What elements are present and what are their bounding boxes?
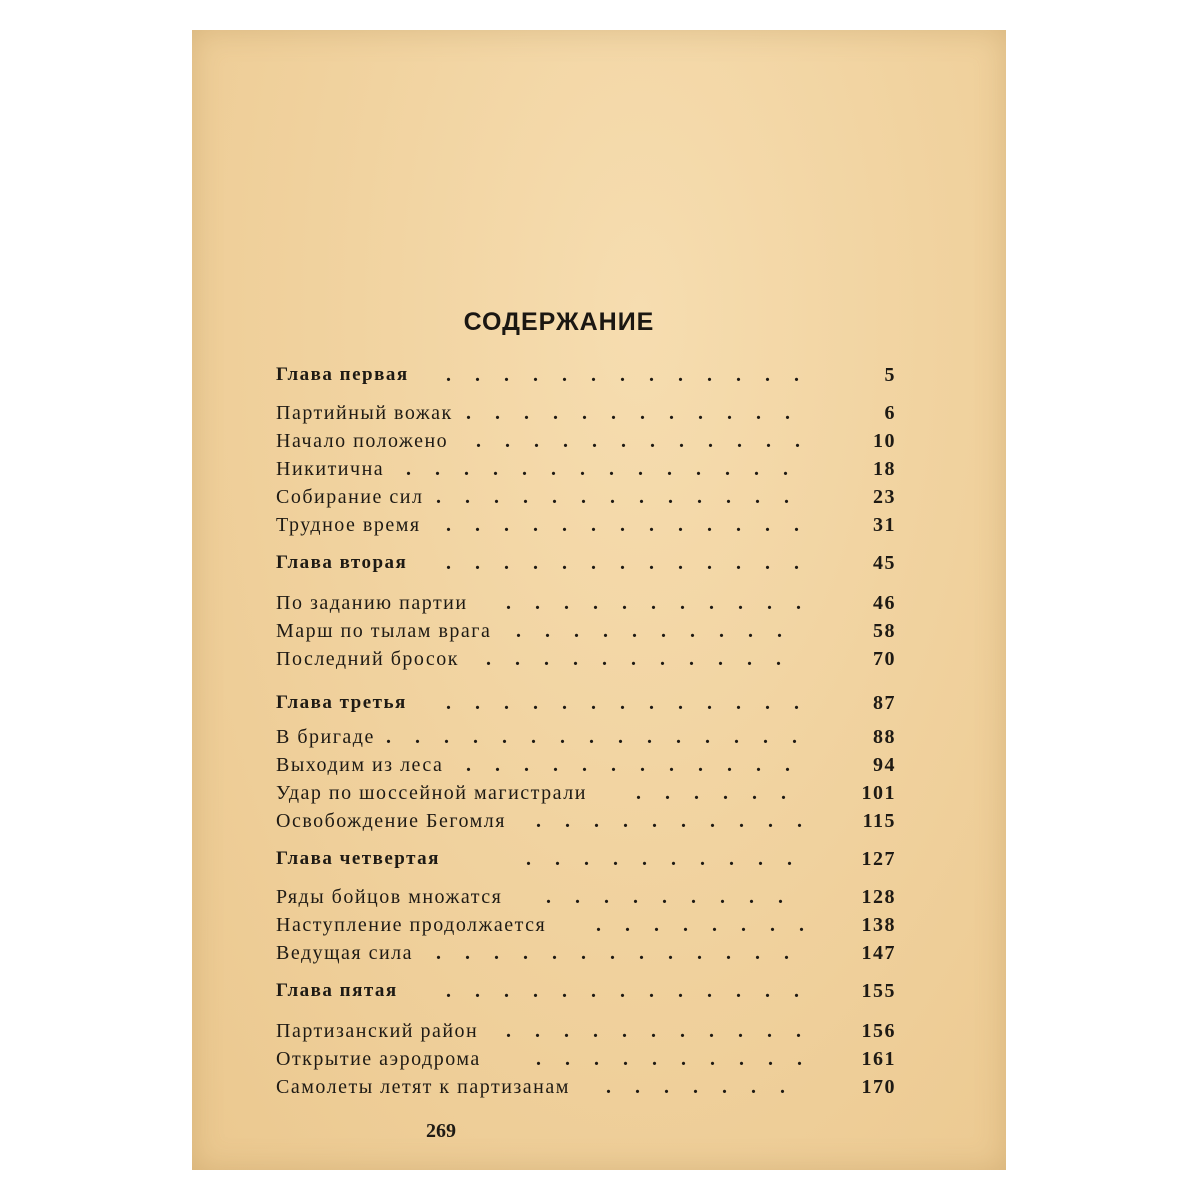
toc-row	[276, 1020, 896, 1048]
toc-row	[276, 486, 896, 514]
toc-entry-title: Ведущая сила	[276, 942, 414, 964]
dot-leader: .........	[546, 886, 807, 908]
toc-page-number: 6	[884, 402, 896, 424]
toc-entry-title: Начало положено	[276, 430, 449, 452]
dot-leader: ..............	[406, 458, 812, 480]
toc-page-number: 58	[873, 620, 896, 642]
toc-entry-title: Освобождение Бегомля	[276, 810, 506, 832]
toc-row	[276, 402, 896, 430]
toc-entry-title: Марш по тылам врага	[276, 620, 492, 642]
toc-page-number: 23	[873, 486, 896, 508]
toc-entry-title: Глава четвертая	[276, 848, 440, 869]
toc-row	[276, 886, 896, 914]
dot-leader: ..........	[516, 620, 806, 642]
toc-row	[276, 782, 896, 810]
dot-leader: ...........	[486, 648, 805, 670]
toc-entry-title: Наступление продолжается	[276, 914, 547, 936]
toc-row	[276, 810, 896, 838]
page-number: 269	[426, 1120, 456, 1142]
toc-chapter-row	[276, 364, 896, 392]
toc-row	[276, 726, 896, 754]
dot-leader: .............	[436, 486, 813, 508]
toc-row	[276, 1076, 896, 1104]
toc-entry-title: Партизанский район	[276, 1020, 479, 1042]
toc-row	[276, 1048, 896, 1076]
toc-entry-title: Последний бросок	[276, 648, 459, 670]
toc-page-number: 18	[873, 458, 896, 480]
toc-row	[276, 458, 896, 486]
dot-leader: ..........	[536, 1048, 826, 1070]
toc-entry-title: В бригаде	[276, 726, 375, 748]
dot-leader: ...............	[386, 726, 821, 748]
toc-page-number: 147	[861, 942, 896, 964]
dot-leader: ...........	[506, 1020, 825, 1042]
toc-entry-title: Партийный вожак	[276, 402, 453, 424]
dot-leader: ..........	[526, 848, 816, 870]
toc-entry-title: Самолеты летят к партизанам	[276, 1076, 570, 1098]
toc-entry-title: Глава вторая	[276, 552, 408, 573]
toc-entry-title: Собирание сил	[276, 486, 424, 508]
page-title: СОДЕРЖАНИЕ	[463, 308, 655, 336]
toc-page-number: 31	[873, 514, 896, 536]
toc-entry-title: По заданию партии	[276, 592, 468, 614]
toc-page-number: 138	[861, 914, 896, 936]
dot-leader: .............	[446, 692, 823, 714]
dot-leader: ......	[636, 782, 810, 804]
toc-page-number: 5	[884, 364, 896, 386]
toc-row	[276, 942, 896, 970]
toc-page-number: 10	[873, 430, 896, 452]
toc-row	[276, 754, 896, 782]
toc-entry-title: Удар по шоссейной магистрали	[276, 782, 587, 804]
dot-leader: ............	[466, 402, 814, 424]
toc-page-number: 128	[861, 886, 896, 908]
toc-page-number: 70	[873, 648, 896, 670]
dot-leader: ............	[476, 430, 824, 452]
toc-page-number: 87	[873, 692, 896, 714]
toc-page-number: 94	[873, 754, 896, 776]
dot-leader: .............	[436, 942, 813, 964]
toc-chapter-row	[276, 848, 896, 876]
dot-leader: .......	[606, 1076, 809, 1098]
toc-row	[276, 592, 896, 620]
toc-page-number: 88	[873, 726, 896, 748]
toc-row	[276, 430, 896, 458]
toc-page-number: 156	[861, 1020, 896, 1042]
toc-row	[276, 648, 896, 676]
toc-page-number: 115	[862, 810, 896, 832]
dot-leader: .............	[446, 364, 823, 386]
toc-entry-title: Никитична	[276, 458, 385, 480]
toc-row	[276, 914, 896, 942]
toc-page-number: 45	[873, 552, 896, 574]
toc-entry-title: Открытие аэродрома	[276, 1048, 481, 1070]
dot-leader: .............	[446, 514, 823, 536]
toc-page-number: 155	[861, 980, 896, 1002]
toc-page-number: 127	[861, 848, 896, 870]
dot-leader: ............	[466, 754, 814, 776]
toc-entry-title: Ряды бойцов множатся	[276, 886, 503, 908]
toc-row	[276, 620, 896, 648]
toc-page-number: 170	[861, 1076, 896, 1098]
toc-entry-title: Трудное время	[276, 514, 421, 536]
dot-leader: ...........	[506, 592, 825, 614]
toc-entry-title: Выходим из леса	[276, 754, 444, 776]
toc-chapter-row	[276, 692, 896, 720]
book-page	[192, 30, 1006, 1170]
toc-page-number: 161	[861, 1048, 896, 1070]
toc-page-number: 46	[873, 592, 896, 614]
toc-entry-title: Глава третья	[276, 692, 407, 713]
dot-leader: ........	[596, 914, 828, 936]
toc-entry-title: Глава первая	[276, 364, 409, 385]
dot-leader: .............	[446, 980, 823, 1002]
dot-leader: .............	[446, 552, 823, 574]
toc-chapter-row	[276, 552, 896, 580]
toc-chapter-row	[276, 980, 896, 1008]
toc-page-number: 101	[861, 782, 896, 804]
toc-row	[276, 514, 896, 542]
toc-entry-title: Глава пятая	[276, 980, 398, 1001]
dot-leader: ..........	[536, 810, 826, 832]
